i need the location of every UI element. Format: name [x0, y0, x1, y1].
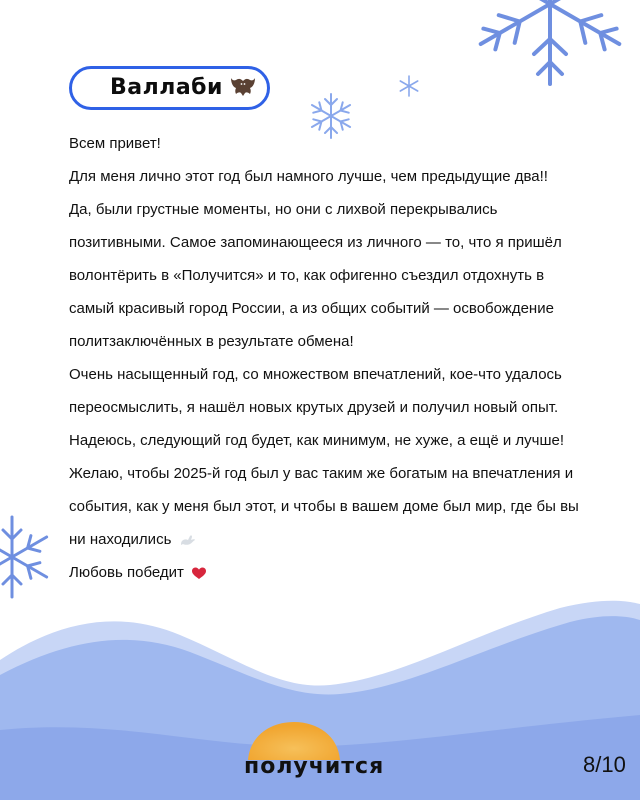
brand-logo [230, 710, 420, 790]
author-badge [69, 66, 270, 110]
letter-line: Очень насыщенный год, со множеством впечатлений, кое-что удалось [69, 366, 562, 383]
letter-line: Надеюсь, следующий год будет, как минимум, не хуже, а ещё и лучше! [69, 432, 564, 449]
letter-line: самый красивый город России, а из общих событий — освобождение [69, 300, 554, 317]
author-name: Валлаби [110, 75, 223, 100]
bat-icon [230, 75, 256, 99]
letter-line-text: ни находились [69, 531, 172, 548]
letter-line: волонтёрить в «Получится» и то, как офигенно съездил отдохнуть в [69, 267, 545, 284]
brand-name: получится [244, 754, 385, 779]
letter-body [69, 131, 629, 593]
letter-line: события, как у меня был этот, и чтобы в вашем доме был мир, где бы вы [69, 498, 579, 515]
letter-line: Желаю, чтобы 2025-й год был у вас таким же богатым на впечатления и [69, 465, 574, 482]
snowflake-icon [455, 0, 640, 92]
letter-line: Всем привет! [69, 135, 161, 152]
letter-line: политзаключённых в результате обмена! [69, 333, 354, 350]
letter-line-with-dove [69, 527, 629, 560]
letter-line: Да, были грустные моменты, но они с лихвой перекрывались [69, 201, 498, 218]
heart-icon [192, 567, 206, 580]
letter-line-with-heart [69, 560, 629, 593]
letter-line-text: Любовь победит [69, 564, 184, 581]
letter-line: переосмыслить, я нашёл новых крутых друзей и получил новый опыт. [69, 399, 559, 416]
letter-line: Для меня лично этот год был намного лучше, чем предыдущие два!! [69, 168, 548, 185]
letter-line: позитивными. Самое запоминающееся из личного — то, что я пришёл [69, 234, 562, 251]
snowflake-icon [398, 75, 420, 97]
dove-icon [180, 533, 196, 547]
page-indicator: 8/10 [583, 752, 626, 777]
